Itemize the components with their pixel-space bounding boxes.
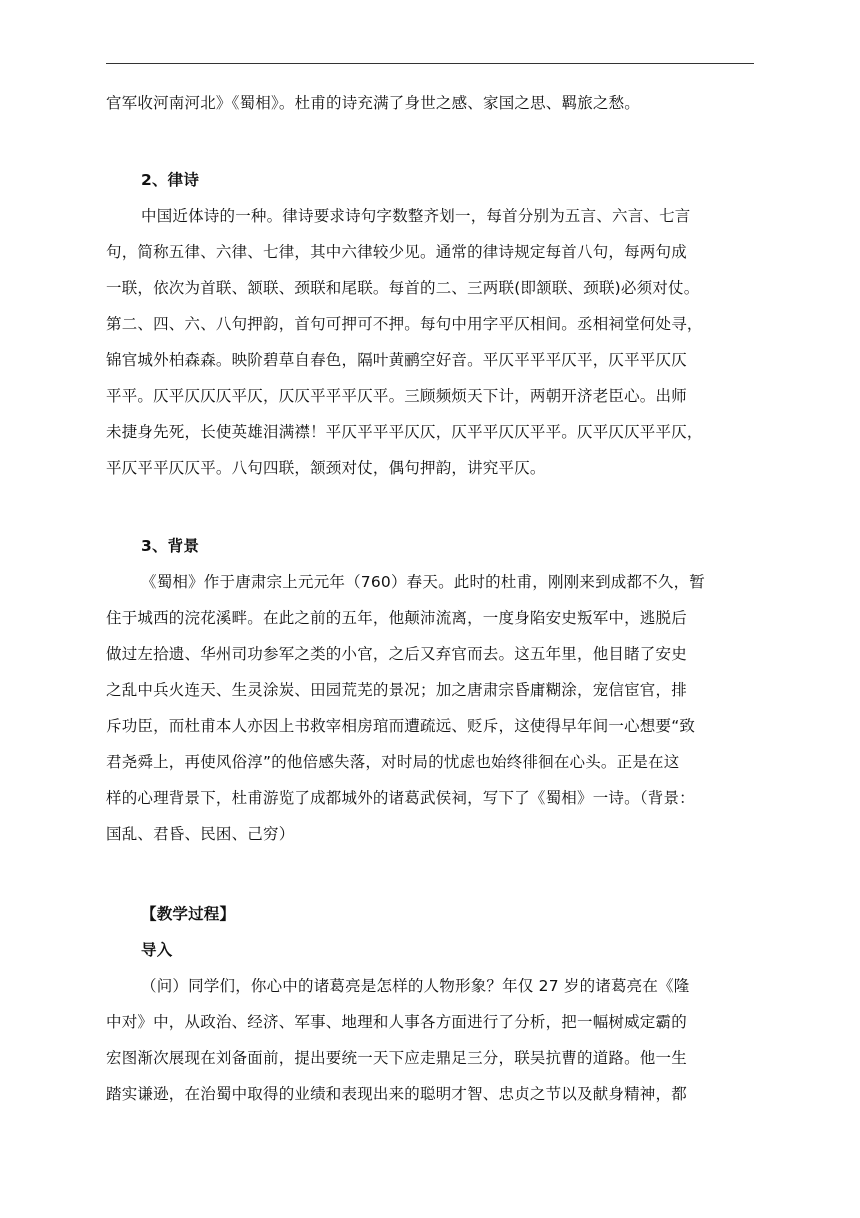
- paragraph-line: 第二、四、六、八句押韵，首句可押可不押。每句中用字平仄相间。丞相祠堂何处寻，: [106, 315, 703, 333]
- paragraph-line: 斥功臣，而杜甫本人亦因上书救宰相房琯而遭疏远、贬斥，这使得早年间一心想要“致: [106, 717, 696, 735]
- header-rule: [106, 63, 754, 64]
- intro-line: 官军收河南河北》《蜀相》。杜甫的诗充满了身世之感、家国之思、羁旅之愁。: [106, 94, 641, 112]
- paragraph-line: 国乱、君昏、民困、己穷）: [106, 825, 295, 843]
- section-heading-background: 3、背景: [141, 537, 200, 555]
- paragraph-line: 一联，依次为首联、颔联、颈联和尾联。每首的二、三两联(即颔联、颈联)必须对仗。: [106, 279, 700, 297]
- teaching-process-heading: 【教学过程】: [141, 905, 236, 923]
- paragraph-line: 平平。仄平仄仄仄平仄，仄仄平平平仄平。三顾频烦天下计，两朝开济老臣心。出师: [106, 387, 687, 405]
- paragraph-line: 中对》中，从政治、经济、军事、地理和人事各方面进行了分析，把一幅树威定霸的: [106, 1013, 687, 1031]
- paragraph-line: 住于城西的浣花溪畔。在此之前的五年，他颠沛流离，一度身陷安史叛军中，逃脱后: [106, 609, 687, 627]
- paragraph-line: 《蜀相》作于唐肃宗上元元年（760）春天。此时的杜甫，刚刚来到成都不久，暂: [141, 573, 705, 591]
- paragraph-line: 平仄平平仄仄平。八句四联，颔颈对仗，偶句押韵，讲究平仄。: [106, 459, 546, 477]
- intro-subheading: 导入: [141, 941, 173, 959]
- paragraph-line: 君尧舜上，再使风俗淳”的他倍感失落，对时局的忧虑也始终徘徊在心头。正是在这: [106, 753, 680, 771]
- paragraph-line: 做过左拾遗、华州司功参军之类的小官，之后又弃官而去。这五年里，他目睹了安史: [106, 645, 687, 663]
- paragraph-line: 宏图渐次展现在刘备面前，提出要统一天下应走鼎足三分，联吴抗曹的道路。他一生: [106, 1049, 687, 1067]
- paragraph-line: 踏实谦逊，在治蜀中取得的业绩和表现出来的聪明才智、忠贞之节以及献身精神，都: [106, 1085, 687, 1103]
- paragraph-line: 中国近体诗的一种。律诗要求诗句字数整齐划一，每首分别为五言、六言、七言: [141, 207, 691, 225]
- paragraph-line: 样的心理背景下，杜甫游览了成都城外的诸葛武侯祠，写下了《蜀相》一诗。（背景：: [106, 789, 695, 807]
- section-heading-lvshi: 2、律诗: [141, 171, 200, 189]
- paragraph-line: （问）同学们，你心中的诸葛亮是怎样的人物形象？年仅 27 岁的诸葛亮在《隆: [141, 977, 690, 995]
- paragraph-line: 锦官城外柏森森。映阶碧草自春色，隔叶黄鹂空好音。平仄平平平仄平，仄平平仄仄: [106, 351, 687, 369]
- paragraph-line: 未捷身先死，长使英雄泪满襟！平仄平平平仄仄，仄平平仄仄平平。仄平仄仄平平仄，: [106, 423, 703, 441]
- paragraph-line: 之乱中兵火连天、生灵涂炭、田园荒芜的景况；加之唐肃宗昏庸糊涂，宠信宦官，排: [106, 681, 687, 699]
- paragraph-line: 句，简称五律、六律、七律，其中六律较少见。通常的律诗规定每首八句，每两句成: [106, 243, 687, 261]
